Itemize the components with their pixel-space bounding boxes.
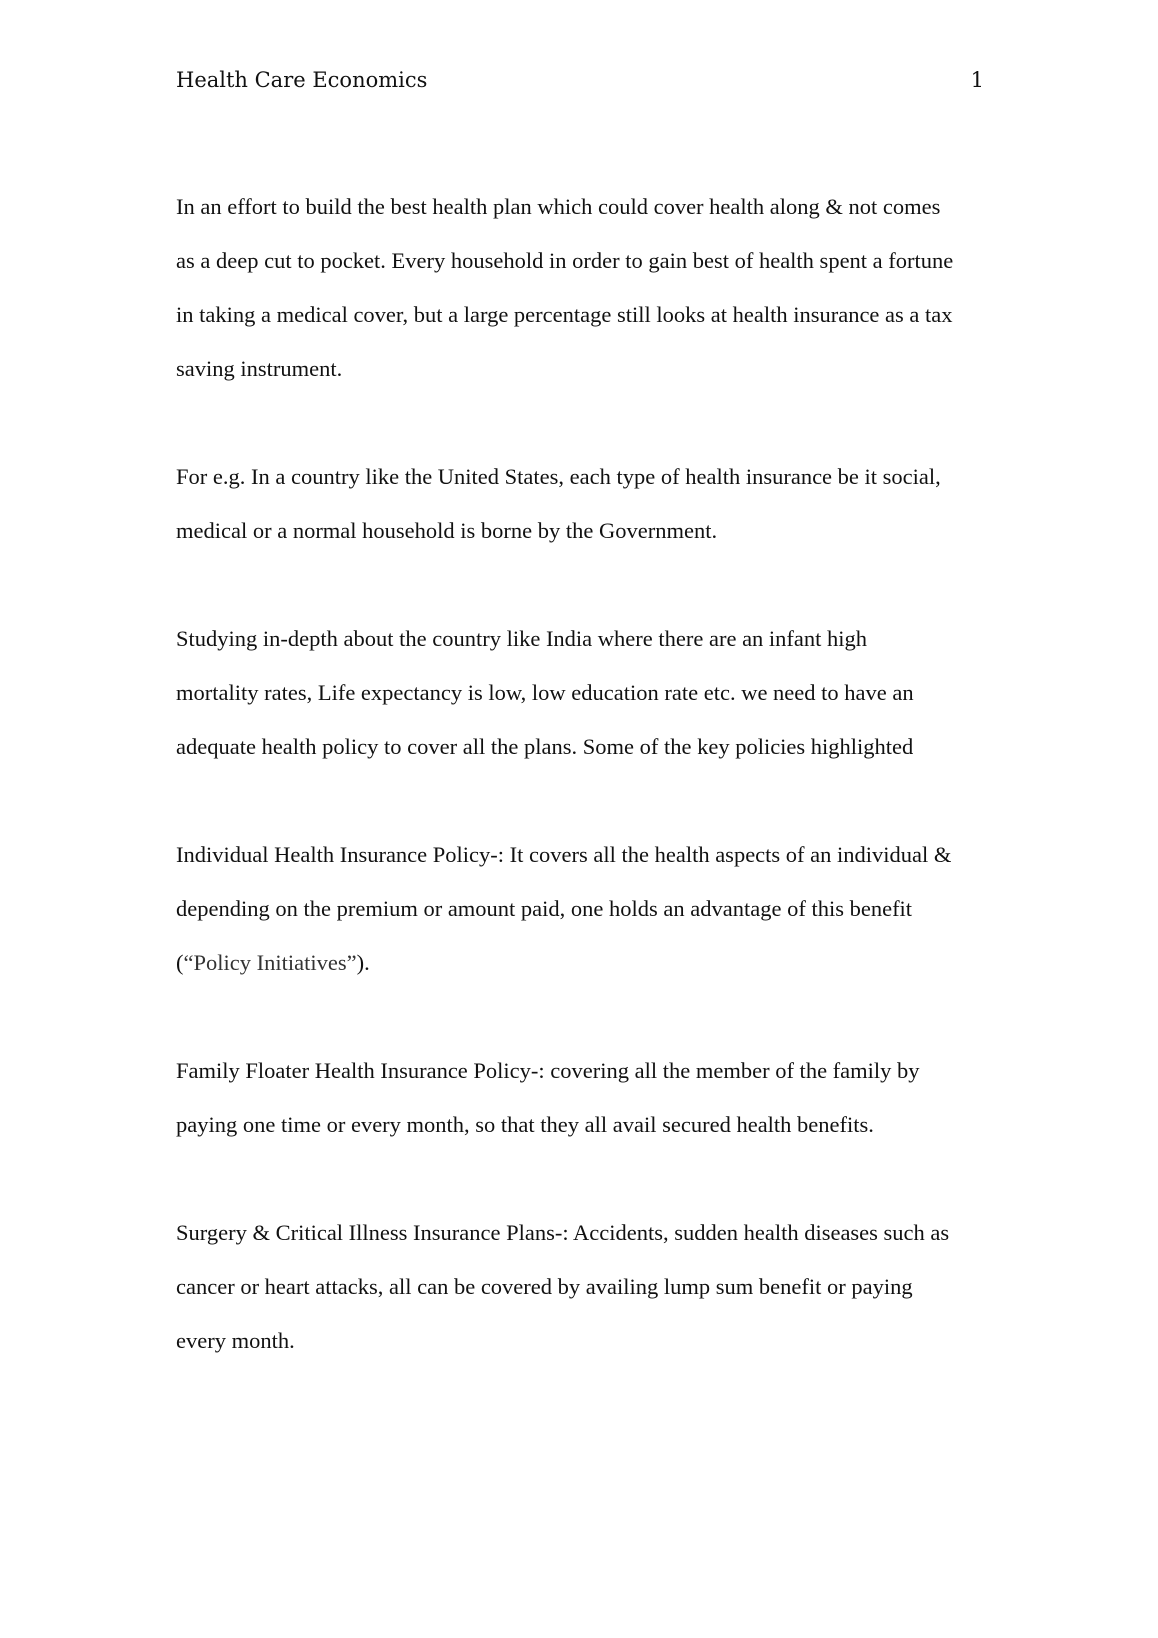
paragraph-gap <box>176 558 994 612</box>
paragraph-line: in taking a medical cover, but a large percentage still looks at health insurance as a tax <box>176 302 953 327</box>
paragraph-line: In an effort to build the best health plan which could cover health along & not comes <box>176 194 941 219</box>
paragraph-india <box>176 612 994 774</box>
paragraph-line: every month. <box>176 1328 295 1353</box>
citation-close-paren: ). <box>356 950 370 975</box>
citation-line <box>176 936 994 990</box>
paragraph-individual-policy <box>176 828 994 990</box>
paragraph-line: adequate health policy to cover all the plans. Some of the key policies highlighted <box>176 734 914 759</box>
paragraph-line: as a deep cut to pocket. Every household in order to gain best of health spent a fortune <box>176 248 954 273</box>
paragraph-line: Family Floater Health Insurance Policy-: covering all the member of the family by <box>176 1058 920 1083</box>
paragraph-line: For e.g. In a country like the United States, each type of health insurance be it social, <box>176 464 941 489</box>
paragraph-line: paying one time or every month, so that they all avail secured health benefits. <box>176 1112 874 1137</box>
paragraph-line: depending on the premium or amount paid, one holds an advantage of this benefit <box>176 896 913 921</box>
paragraph-surgery-critical-illness <box>176 1206 994 1368</box>
paragraph-gap <box>176 1152 994 1206</box>
paragraph-line: mortality rates, Life expectancy is low, low education rate etc. we need to have an <box>176 680 914 705</box>
paragraph-line: cancer or heart attacks, all can be covered by availing lump sum benefit or paying <box>176 1274 913 1299</box>
paragraph-line: Individual Health Insurance Policy-: It covers all the health aspects of an individual & <box>176 842 952 867</box>
document-body <box>176 180 994 1368</box>
citation-reference: “Policy Initiatives” <box>183 950 357 975</box>
paragraph-intro <box>176 180 994 396</box>
paragraph-gap <box>176 774 994 828</box>
paragraph-united-states <box>176 450 994 558</box>
page-number: 1 <box>970 68 984 92</box>
paragraph-line: Studying in-depth about the country like India where there are an infant high <box>176 626 868 651</box>
header-title: Health Care Economics <box>176 68 428 92</box>
paragraph-gap <box>176 396 994 450</box>
running-header <box>176 66 984 98</box>
paragraph-line: medical or a normal household is borne by the Government. <box>176 518 718 543</box>
paragraph-family-floater <box>176 1044 994 1152</box>
citation-open-paren: ( <box>176 950 184 975</box>
paragraph-line: saving instrument. <box>176 356 343 381</box>
paragraph-line: Surgery & Critical Illness Insurance Plans-: Accidents, sudden health diseases such as <box>176 1220 950 1245</box>
paragraph-gap <box>176 990 994 1044</box>
